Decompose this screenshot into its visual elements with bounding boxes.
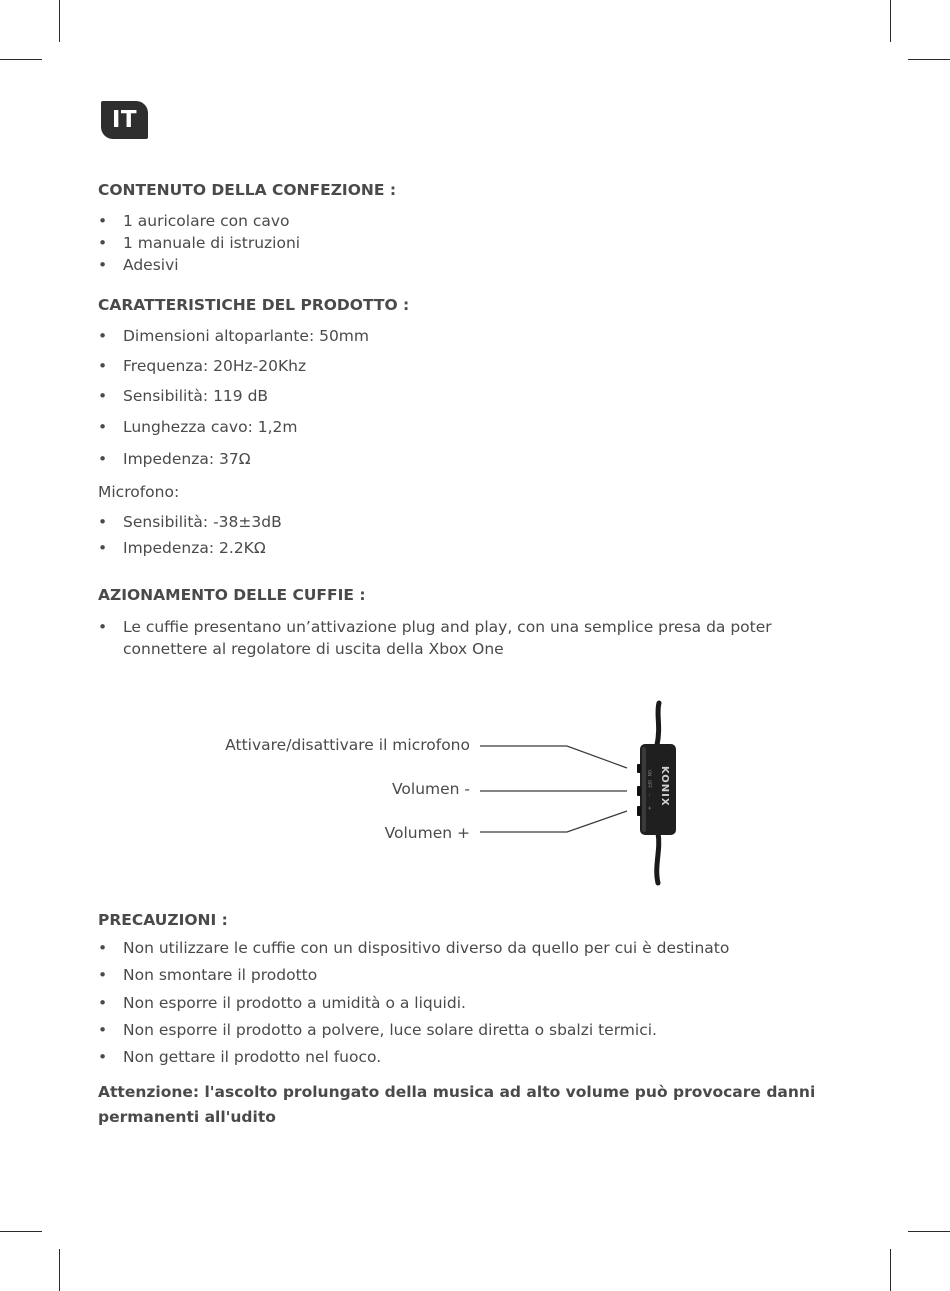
volume-up-button <box>637 806 641 816</box>
callout-volume-down: Volumen - <box>392 780 470 798</box>
volume-down-button <box>637 786 641 796</box>
list-item <box>98 327 369 345</box>
bullet: • <box>98 939 108 957</box>
marking-minus: - <box>646 794 652 796</box>
bullet: • <box>98 212 108 230</box>
operation-heading: AZIONAMENTO DELLE CUFFIE : <box>98 586 366 604</box>
crop-mark <box>0 59 42 60</box>
list-item <box>98 513 282 531</box>
list-item <box>98 939 729 957</box>
precautions-heading: PRECAUZIONI : <box>98 911 228 929</box>
mic-switch <box>637 764 641 773</box>
marking-plus: + <box>646 806 652 811</box>
crop-mark <box>890 1249 891 1291</box>
bullet: • <box>98 256 108 274</box>
product-features-heading: CARATTERISTICHE DEL PRODOTTO : <box>98 296 410 314</box>
crop-mark <box>908 59 950 60</box>
list-item-text: Non esporre il prodotto a umidità o a liquidi. <box>123 994 466 1012</box>
list-item <box>98 387 268 405</box>
list-item-text: Impedenza: 2.2KΩ <box>123 539 266 557</box>
list-item-text: Non esporre il prodotto a polvere, luce solare diretta o sbalzi termici. <box>123 1021 657 1039</box>
bullet: • <box>98 1021 108 1039</box>
callout-line-volume-up <box>480 811 627 832</box>
list-item-text: Dimensioni altoparlante: 50mm <box>123 327 370 345</box>
inline-remote-illustration <box>470 700 690 890</box>
list-item-text: Lunghezza cavo: 1,2m <box>123 418 298 436</box>
bullet: • <box>98 513 108 531</box>
crop-mark <box>890 0 891 42</box>
list-item <box>98 212 290 230</box>
list-item <box>98 539 266 557</box>
list-item <box>98 234 300 252</box>
crop-mark <box>0 1231 42 1232</box>
list-item-text: Non smontare il prodotto <box>123 966 318 984</box>
list-item-text: Sensibilità: -38±3dB <box>123 513 282 531</box>
list-item <box>98 256 179 274</box>
bullet: • <box>98 966 108 984</box>
list-item-text: 1 auricolare con cavo <box>123 212 290 230</box>
list-item-text: Sensibilità: 119 dB <box>123 387 269 405</box>
list-item-text: Le cuffie presentano un’attivazione plug and play, con una semplice presa da poter connettere al regolatore di uscita della Xbox One <box>123 618 772 658</box>
bullet: • <box>98 234 108 252</box>
list-item <box>98 1048 381 1066</box>
bullet: • <box>98 327 108 345</box>
crop-mark <box>908 1231 950 1232</box>
language-badge: IT <box>101 101 148 139</box>
list-item-text: Non utilizzare le cuffie con un dispositivo diverso da quello per cui è destinato <box>123 939 730 957</box>
callout-volume-up: Volumen + <box>384 824 470 842</box>
list-item-text: Non gettare il prodotto nel fuoco. <box>123 1048 382 1066</box>
callout-mic-toggle: Attivare/disattivare il microfono <box>225 736 470 754</box>
list-item-text: Impedenza: 37Ω <box>123 450 251 468</box>
bullet: • <box>98 387 108 405</box>
package-contents-heading: CONTENUTO DELLA CONFEZIONE : <box>98 181 397 199</box>
microphone-label: Microfono: <box>98 483 180 501</box>
volume-warning: Attenzione: l'ascolto prolungato della musica ad alto volume può provocare danni permanenti all'udito <box>98 1083 816 1126</box>
list-item-text: Frequenza: 20Hz-20Khz <box>123 357 307 375</box>
list-item-text: Adesivi <box>123 256 179 274</box>
bullet: • <box>98 1048 108 1066</box>
bullet: • <box>98 618 108 636</box>
crop-mark <box>59 1249 60 1291</box>
brand-logo: KONIX <box>659 766 670 807</box>
bullet: • <box>98 357 108 375</box>
marking-on: ON <box>647 770 652 777</box>
cable-top <box>657 703 659 745</box>
bullet: • <box>98 450 108 468</box>
callout-line-mic <box>480 746 627 768</box>
list-item <box>98 966 317 984</box>
bullet: • <box>98 539 108 557</box>
remote-highlight <box>642 747 646 832</box>
list-item-text: 1 manuale di istruzioni <box>123 234 301 252</box>
list-item <box>98 994 466 1012</box>
list-item <box>98 357 306 375</box>
bullet: • <box>98 418 108 436</box>
marking-off: OFF <box>647 780 652 788</box>
list-item <box>98 1021 657 1039</box>
cable-bottom <box>657 833 659 883</box>
list-item <box>98 418 297 436</box>
crop-mark <box>59 0 60 42</box>
list-item <box>98 616 858 660</box>
bullet: • <box>98 994 108 1012</box>
list-item <box>98 450 251 468</box>
